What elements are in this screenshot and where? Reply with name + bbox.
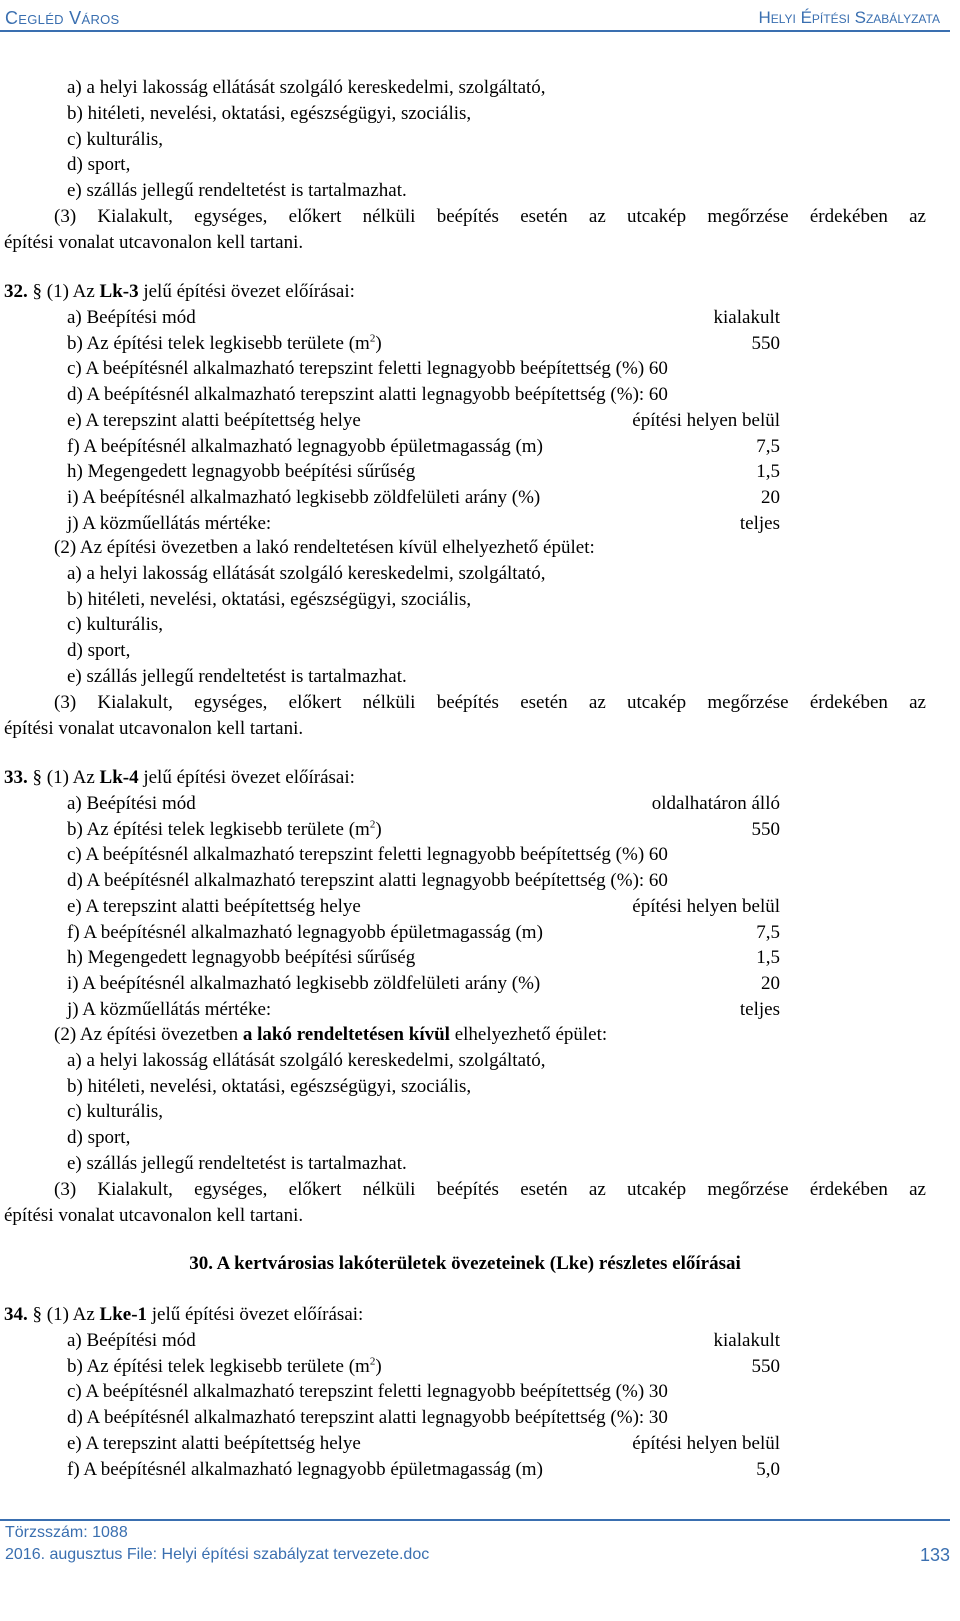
paragraph-3-cont: építési vonalat utcavonalon kell tartani. [4, 232, 304, 253]
spec-label-text: f) A beépítésnél alkalmazható legnagyobb épületmagasság (m) [67, 435, 543, 457]
spec-value: kialakult [713, 307, 780, 328]
section-33-heading [4, 765, 355, 791]
spec-value: 550 [751, 818, 780, 840]
spec-row [67, 1328, 780, 1354]
spec-row [67, 1457, 780, 1483]
section-number: 33. [4, 767, 28, 788]
list-item: e) szállás jellegű rendeltetést is tartalmazhat. [67, 666, 407, 687]
spec-label-text: a) Beépítési mód [67, 1330, 196, 1351]
spec-label-text: a) Beépítési mód [67, 307, 196, 328]
page-number: 133 [919, 1545, 950, 1565]
spec-value: 5,0 [756, 1458, 780, 1480]
spec-label-suffix: ) [375, 1355, 382, 1377]
spec-label-text: b) Az építési telek legkisebb területe (m [67, 332, 370, 354]
section-number: 32. [4, 281, 28, 302]
paragraph-2: (2) Az építési övezetben a lakó rendeltetésen kívül elhelyezhető épület: [54, 537, 595, 558]
spec-label-text: d) A beépítésnél alkalmazható terepszint alatti legnagyobb beépítettség (%): 60 [67, 384, 668, 406]
spec-label-text: i) A beépítésnél alkalmazható legkisebb zöldfelületi arány (%) [67, 486, 541, 508]
spec-row [67, 920, 780, 946]
superscript: 2 [369, 332, 376, 345]
spec-label [67, 305, 196, 331]
section-32-heading [4, 279, 355, 305]
spec-row [67, 868, 780, 894]
list-item: e) szállás jellegű rendeltetést is tartalmazhat. [67, 1153, 407, 1174]
footer-file-info: 2016. augusztus File: Helyi építési szabályzat tervezete.doc [5, 1546, 430, 1563]
spec-label [67, 945, 415, 971]
paragraph-3-cont: építési vonalat utcavonalon kell tartani. [4, 718, 304, 739]
spec-label-text: b) Az építési telek legkisebb területe (m [67, 1355, 370, 1377]
spec-label [67, 356, 668, 382]
list-item: a) a helyi lakosság ellátását szolgáló kereskedelmi, szolgáltató, [67, 563, 546, 584]
superscript: 2 [369, 818, 376, 831]
section-intro-rest: jelű építési övezet előírásai: [138, 281, 355, 302]
spec-label [67, 842, 668, 868]
spec-row [67, 1431, 780, 1457]
section-number: 34. [4, 1304, 28, 1325]
spec-label-text: j) A közműellátás mértéke: [67, 998, 272, 1020]
spec-label [67, 1431, 361, 1457]
zone-code: Lke-1 [99, 1304, 148, 1325]
section-34-heading [4, 1302, 363, 1328]
spec-label [67, 511, 271, 537]
spec-row [67, 1405, 780, 1431]
spec-value: 550 [751, 1355, 780, 1377]
footer-registry-number: Törzsszám: 1088 [5, 1524, 128, 1541]
spec-value: építési helyen belül [632, 895, 780, 917]
spec-label-text: b) Az építési telek legkisebb területe (m [67, 818, 370, 840]
spec-label [67, 817, 382, 843]
spec-value: 7,5 [756, 435, 780, 457]
spec-label-text: c) A beépítésnél alkalmazható terepszint feletti legnagyobb beépítettség (%) 60 [67, 358, 668, 380]
spec-label-text: d) A beépítésnél alkalmazható terepszint alatti legnagyobb beépítettség (%): 30 [67, 1407, 668, 1429]
spec-value: oldalhatáron álló [651, 793, 780, 814]
spec-row [67, 434, 780, 460]
spec-label [67, 382, 668, 408]
spec-label-text: h) Megengedett legnagyobb beépítési sűrűség [67, 461, 416, 483]
page-header [0, 4, 950, 28]
list-item: d) sport, [67, 1127, 131, 1148]
section-intro: § (1) Az [32, 767, 100, 788]
spec-row [67, 459, 780, 485]
spec-row [67, 894, 780, 920]
spec-value: teljes [739, 998, 780, 1020]
spec-label-suffix: ) [375, 818, 382, 840]
spec-label-text: d) A beépítésnél alkalmazható terepszint alatti legnagyobb beépítettség (%): 60 [67, 870, 668, 892]
spec-value: kialakult [713, 1330, 780, 1351]
list-item: b) hitéleti, nevelési, oktatási, egészségügyi, szociális, [67, 589, 472, 610]
list-item: d) sport, [67, 640, 131, 661]
spec-value: 1,5 [756, 461, 780, 483]
spec-label [67, 1405, 668, 1431]
spec-label [67, 459, 415, 485]
spec-label-text: f) A beépítésnél alkalmazható legnagyobb épületmagasság (m) [67, 1458, 543, 1480]
spec-label [67, 1354, 382, 1380]
spec-row [67, 408, 780, 434]
header-divider [0, 30, 950, 32]
spec-label-text: h) Megengedett legnagyobb beépítési sűrűség [67, 947, 416, 969]
list-item: d) sport, [67, 154, 131, 175]
spec-value: 7,5 [756, 921, 780, 943]
spec-label-text: i) A beépítésnél alkalmazható legkisebb zöldfelületi arány (%) [67, 972, 541, 994]
spec-label [67, 971, 540, 997]
spec-label-text: c) A beépítésnél alkalmazható terepszint feletti legnagyobb beépítettség (%) 30 [67, 1381, 668, 1403]
spec-row [67, 331, 780, 357]
spec-row [67, 945, 780, 971]
section-intro: § (1) Az [32, 1304, 100, 1325]
paragraph-3: (3) Kialakult, egységes, előkert nélküli beépítés esetén az utcakép megőrzése érdekében az [54, 206, 926, 227]
spec-label-text: j) A közműellátás mértéke: [67, 512, 272, 534]
spec-label [67, 434, 543, 460]
spec-label [67, 894, 361, 920]
spec-label [67, 1328, 196, 1354]
spec-row [67, 1379, 780, 1405]
spec-label-text: a) Beépítési mód [67, 793, 196, 814]
spec-label-suffix: ) [375, 332, 382, 354]
section-title: 30. A kertvárosias lakóterületek övezeteinek (Lke) részletes előírásai [189, 1253, 741, 1274]
list-item: c) kulturális, [67, 129, 164, 150]
spec-label [67, 791, 196, 817]
list-item: a) a helyi lakosság ellátását szolgáló kereskedelmi, szolgáltató, [67, 1050, 546, 1071]
section-intro-rest: jelű építési övezet előírásai: [138, 767, 355, 788]
spec-row [67, 1354, 780, 1380]
zone-code: Lk-4 [99, 767, 139, 788]
spec-label-text: e) A terepszint alatti beépítettség helye [67, 895, 361, 917]
paragraph-2-emphasis: a lakó rendeltetésen kívül [242, 1024, 450, 1045]
spec-row [67, 842, 780, 868]
spec-label [67, 920, 543, 946]
spec-label [67, 1457, 543, 1483]
paragraph-3: (3) Kialakult, egységes, előkert nélküli beépítés esetén az utcakép megőrzése érdekében az [54, 692, 926, 713]
list-item: a) a helyi lakosság ellátását szolgáló kereskedelmi, szolgáltató, [67, 77, 546, 98]
spec-label-text: e) A terepszint alatti beépítettség helye [67, 1432, 361, 1454]
spec-value: 20 [761, 972, 780, 994]
list-item: e) szállás jellegű rendeltetést is tartalmazhat. [67, 180, 407, 201]
paragraph-2-start: (2) Az építési övezetben [54, 1024, 243, 1045]
paragraph-3: (3) Kialakult, egységes, előkert nélküli beépítés esetén az utcakép megőrzése érdekében az [54, 1179, 926, 1200]
zone-code: Lk-3 [99, 281, 139, 302]
spec-label [67, 408, 361, 434]
superscript: 2 [369, 1355, 376, 1368]
section-intro-rest: jelű építési övezet előírásai: [147, 1304, 364, 1325]
spec-row [67, 971, 780, 997]
list-item: b) hitéleti, nevelési, oktatási, egészségügyi, szociális, [67, 103, 472, 124]
paragraph-3-cont: építési vonalat utcavonalon kell tartani. [4, 1205, 304, 1226]
spec-row [67, 511, 780, 537]
spec-value: 1,5 [756, 947, 780, 969]
spec-label-text: f) A beépítésnél alkalmazható legnagyobb épületmagasság (m) [67, 921, 543, 943]
spec-label [67, 485, 540, 511]
spec-row [67, 817, 780, 843]
header-document-title: Helyi Építési Szabályzata [758, 8, 940, 27]
list-item: c) kulturális, [67, 614, 164, 635]
spec-row [67, 997, 780, 1023]
spec-label-text: e) A terepszint alatti beépítettség helye [67, 409, 361, 431]
spec-row [67, 382, 780, 408]
spec-label-text: c) A beépítésnél alkalmazható terepszint feletti legnagyobb beépítettség (%) 60 [67, 844, 668, 866]
paragraph-2 [54, 1022, 607, 1048]
spec-value: 550 [751, 332, 780, 354]
spec-value: 20 [761, 486, 780, 508]
section-intro: § (1) Az [32, 281, 100, 302]
spec-row [67, 356, 780, 382]
spec-label [67, 1379, 668, 1405]
spec-value: építési helyen belül [632, 1432, 780, 1454]
spec-value: építési helyen belül [632, 409, 780, 431]
spec-row [67, 791, 780, 817]
list-item: c) kulturális, [67, 1101, 164, 1122]
spec-label [67, 997, 271, 1023]
spec-label [67, 331, 382, 357]
list-item: b) hitéleti, nevelési, oktatási, egészségügyi, szociális, [67, 1076, 472, 1097]
spec-row [67, 485, 780, 511]
footer-divider [0, 1519, 950, 1521]
spec-label [67, 868, 668, 894]
header-city: Cegléd Város [5, 8, 120, 28]
paragraph-2-end: elhelyezhető épület: [449, 1024, 608, 1045]
spec-value: teljes [739, 512, 780, 534]
spec-row [67, 305, 780, 331]
